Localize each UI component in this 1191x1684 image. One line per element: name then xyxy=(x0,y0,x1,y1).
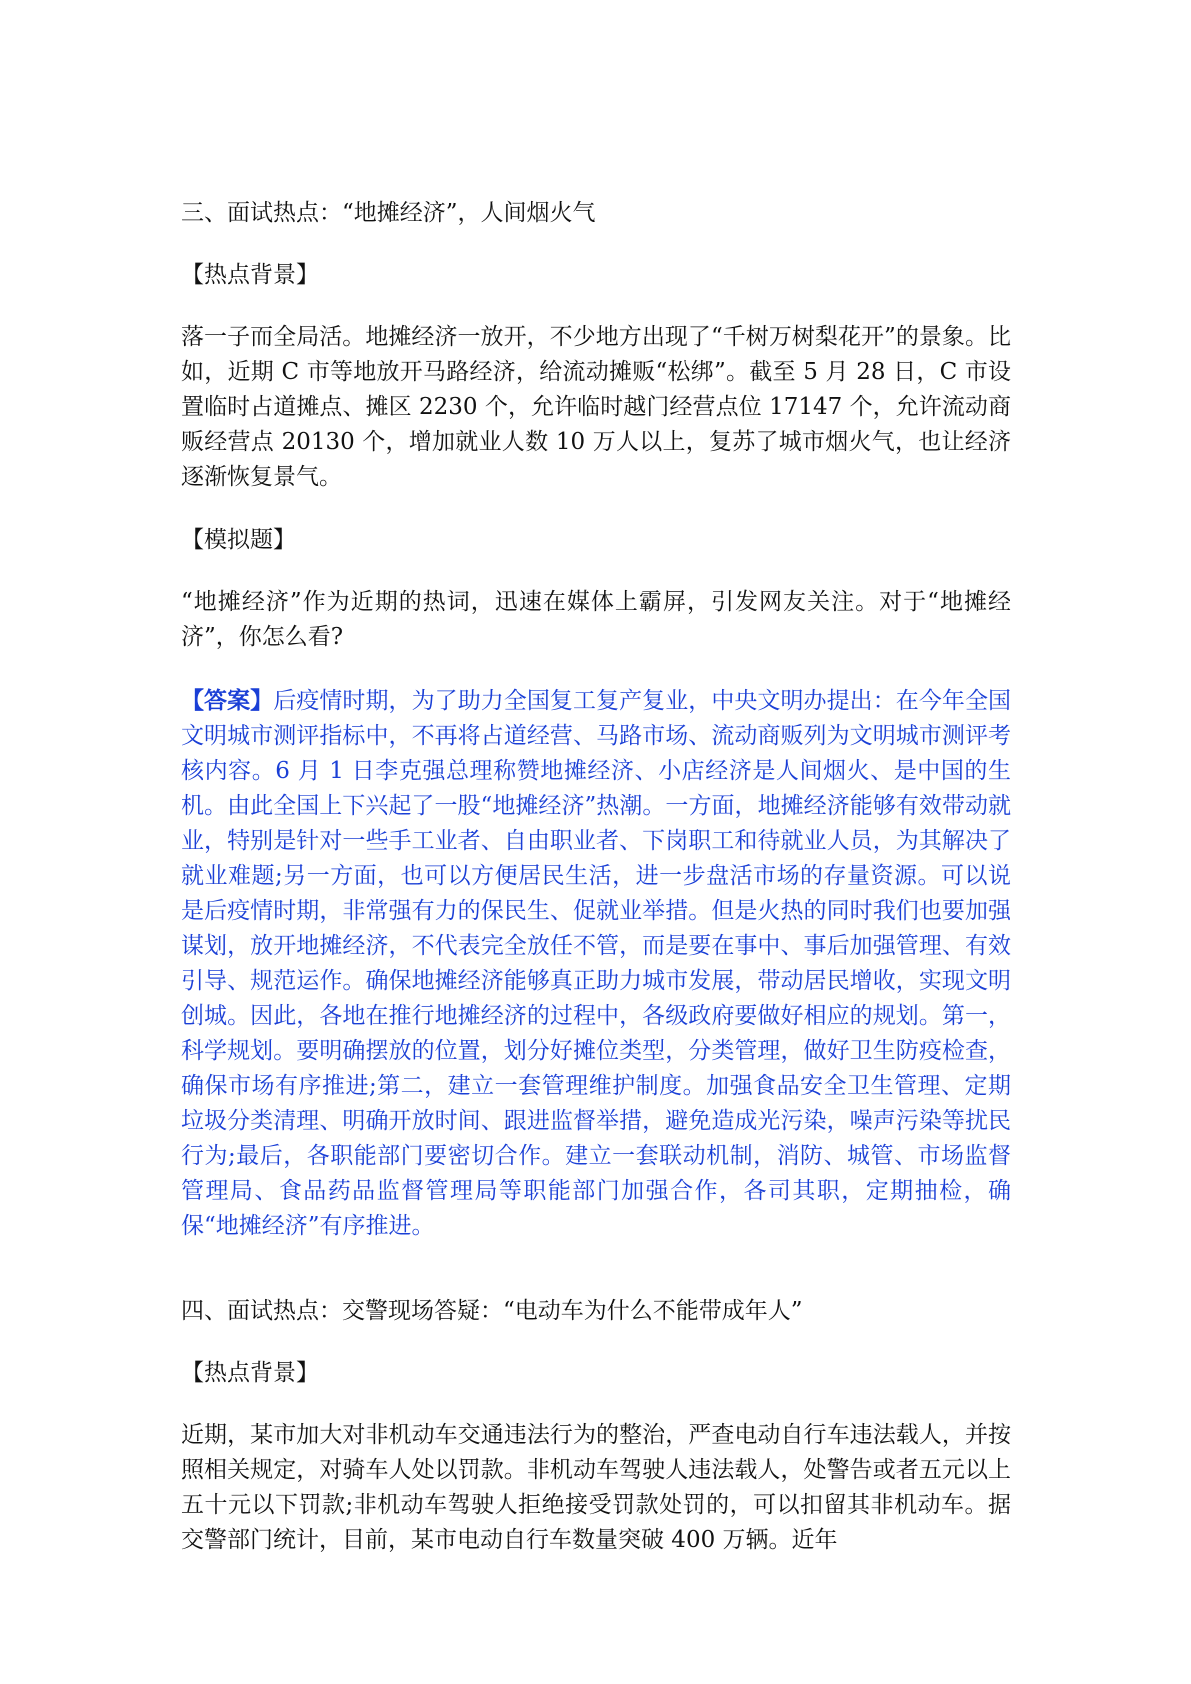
section-3-heading: 三、面试热点：“地摊经济”，人间烟火气 xyxy=(181,200,596,226)
document-page xyxy=(181,196,1011,1558)
section-3-question-label: 【模拟题】 xyxy=(181,527,296,553)
section-4-background-text: 近期，某市加大对非机动车交通违法行为的整治，严查电动自行车违法载人，并按照相关规定，对骑车人处以罚款。非机动车驾驶人违法载人，处警告或者五元以上五十元以下罚款;非机动车驾驶人拒绝接受罚款处罚的，可以扣留其非机动车。据交警部门统计，目前，某市电动自行车数量突破 400 万辆。近年 xyxy=(181,1422,1011,1553)
section-3-answer xyxy=(181,683,1011,1244)
answer-text: 后疫情时期，为了助力全国复工复产复业，中央文明办提出：在今年全国文明城市测评指标中，不再将占道经营、马路市场、流动商贩列为文明城市测评考核内容。6 月 1 日李克强总理称赞地摊经济、小店经济是人间烟火、是中国的生机。由此全国上下兴起了一股“地摊经济”热潮。一方面，地摊经济能够有效带动就业，特别是针对一些手工业者、自由职业者、下岗职工和待就业人员，为其解决了就业难题;另一方面，也可以方便居民生活，进一步盘活市场的存量资源。可以说是后疫情时期，非常强有力的保民生、促就业举措。但是火热的同时我们也要加强谋划，放开地摊经济，不代表完全放任不管，而是要在事中、事后加强管理、有效引导、规范运作。确保地摊经济能够真正助力城市发展，带动居民增收，实现文明创城。因此，各地在推行地摊经济的过程中，各级政府要做好相应的规划。第一，科学规划。要明确摆放的位置，划分好摊位类型，分类管理，做好卫生防疫检查，确保市场有序推进;第二，建立一套管理维护制度。加强食品安全卫生管理、定期垃圾分类清理、明确开放时间、跟进监督举措，避免造成光污染，噪声污染等扰民行为;最后，各职能部门要密切合作。建立一套联动机制，消防、城管、市场监督管理局、食品药品监督管理局等职能部门加强合作，各司其职，定期抽检，确保“地摊经济”有序推进。 xyxy=(181,688,1012,1239)
section-3-background-label: 【热点背景】 xyxy=(181,262,319,288)
answer-tag: 【答案】 xyxy=(181,687,274,714)
section-4-heading: 四、面试热点：交警现场答疑：“电动车为什么不能带成年人” xyxy=(181,1298,803,1324)
section-4-background-label: 【热点背景】 xyxy=(181,1360,319,1386)
section-gap xyxy=(181,1244,1011,1294)
section-3-question-text: “地摊经济”作为近期的热词，迅速在媒体上霸屏，引发网友关注。对于“地摊经济”，你怎么看? xyxy=(181,589,1011,650)
section-3-background-text: 落一子而全局活。地摊经济一放开，不少地方出现了“千树万树梨花开”的景象。比如，近期 C 市等地放开马路经济，给流动摊贩“松绑”。截至 5 月 28 日，C 市设置临时占道摊点、摊区 2230 个，允许临时越门经营点位 17147 个，允许流动商贩经营点 20130 个，增加就业人数 10 万人以上，复苏了城市烟火气，也让经济逐渐恢复景气。 xyxy=(181,324,1011,490)
